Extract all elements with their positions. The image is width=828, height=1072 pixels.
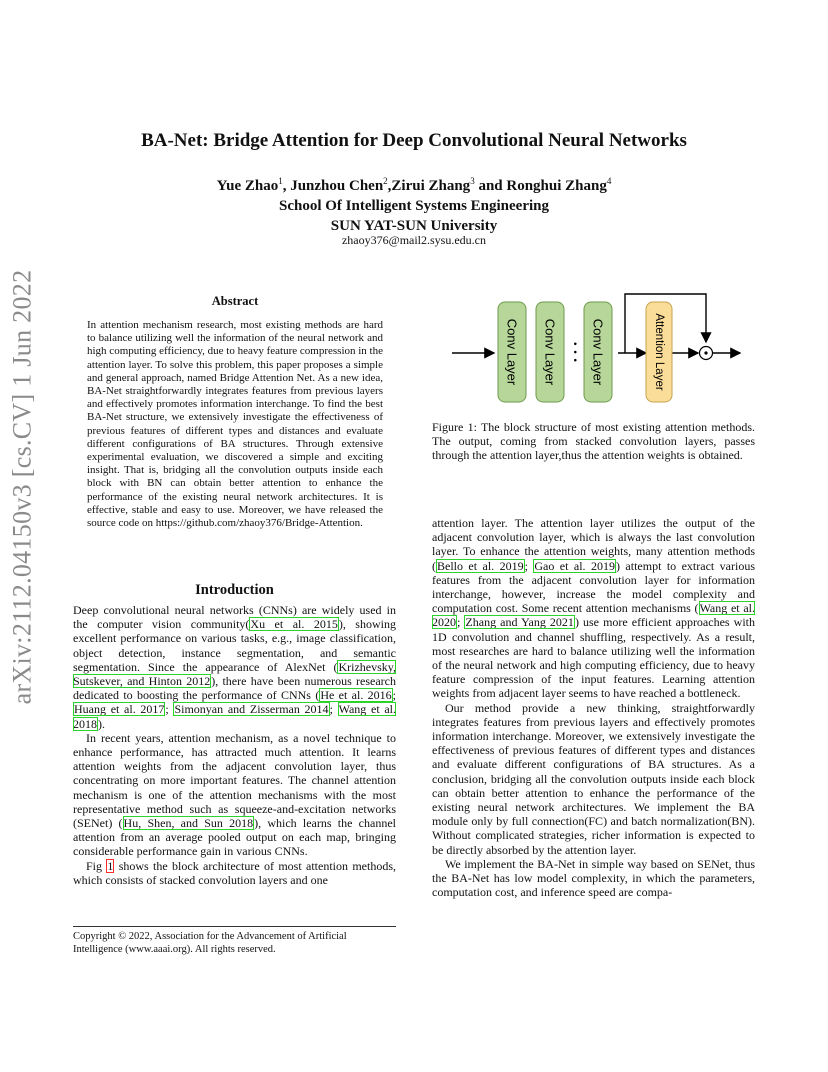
right-paragraph-2: Our method provide a new thinking, straightforwardly integrates features from previous layers and effectively promotes information interchange. Moreover, we extensively investigate the effectiveness of previous features of different types and distances and evaluate different configurations of BA structures. As a conclusion, bridging all the convolution outputs inside each block can obtain better attention to enhance the performance of the existing neural network architectures. We implement the BA module only by full connection(FC) and batch normalization(BN). Without complicated strategies, richer information is expected to be directly absorbed by the attention layer. <box>432 700 755 857</box>
arxiv-identifier-text: arXiv:2112.04150v3 [cs.CV] 1 Jun 2022 <box>7 269 36 705</box>
figure-1-caption: Figure 1: The block structure of most existing attention methods. The output, coming from stacked convolution layers, passes through the attention layer,thus the attention weights is obtained. <box>432 420 755 463</box>
citation-link[interactable]: Xu et al. 2015 <box>250 617 338 632</box>
right-paragraph-3: We implement the BA-Net in simple way based on SENet, thus the BA-Net has low model complexity, in which the parameters, computation cost, and inference speed are compa- <box>432 856 755 900</box>
introduction-heading: Introduction <box>195 582 274 598</box>
citation-link[interactable]: Bello et al. 2019 <box>437 558 524 573</box>
text-run: ). <box>98 716 105 731</box>
citation-link[interactable]: Hu, Shen, and Sun 2018 <box>123 816 254 831</box>
text-run: ) attempt to extract various features from the adjacent convolution layer for information interchange, however, increase the model complexity and computation cost. Some recent attention mechanisms ( <box>432 558 755 616</box>
text-run: In recent years, attention mechanism, as a novel technique to enhance performance, has attracted much attention. It learns attention weights from the adjacent convolution layer, thus concentrating on more important features. The channel attention mechanism is one of the attention mechanisms with the most representative method such as squeeze-and-excitation networks (SENet) ( <box>73 730 396 831</box>
conv-layer-label-1: Conv Layer <box>504 318 520 386</box>
text-run: ; <box>457 615 465 630</box>
university-affiliation: SUN YAT-SUN University <box>330 218 498 234</box>
intro-paragraph-1 <box>73 603 396 731</box>
text-run: Fig <box>86 858 107 873</box>
citation-link[interactable]: He et al. 2016 <box>320 688 392 703</box>
text-run: ; <box>329 702 338 717</box>
citation-link[interactable]: Wang et al. 2018 <box>73 702 397 731</box>
text-run: ), which learns the channel attention from an average pooled output on each map, bringing considerable performance gain in various CNNs. <box>73 816 396 859</box>
text-run: ), showing excellent performance on various tasks, e.g., image classification, object detection, instance segmentation, and semantic segmentation. Since the appearance of AlexNet ( <box>73 617 396 674</box>
author-1: Yue Zhao <box>216 178 279 194</box>
citation-link[interactable]: Wang et al. 2020 <box>432 601 756 630</box>
abstract-text: In attention mechanism research, most existing methods are hard to balance utilizing well the information of the neural network and high computing efficiency, due to heavy feature compression in the attention layer. To solve this problem, this paper proposes a simple and general approach, named Bridge Attention Net. As a new idea, BA-Net straightforwardly integrates features from previous layers and effectively promotes information interchange. To find the best BA-Net structure, we extensively investigate the effectiveness of previous features of different types and distances and evaluate different configurations of BA structures. Through extensive experimental evaluation, we discovered a simple and exciting insight. That is, bridging all the convolution outputs inside each block with BN can obtain better attention to enhance the performance of the existing neural network architectures. It is effective, stable and easy to use. Moreover, we have released the source code on https://github.com/zhaoy376/Bridge-Attention. <box>87 319 383 530</box>
affiliation-mark-3: 3 <box>470 176 475 186</box>
figure-reference-link[interactable]: 1 <box>107 858 114 873</box>
author-4: Ronghui Zhang <box>506 178 607 194</box>
citation-link[interactable]: Zhang and Yang 2021 <box>465 615 574 630</box>
abstract-heading: Abstract <box>211 294 259 308</box>
text-run: ; <box>524 558 534 573</box>
citation-link[interactable]: Huang et al. 2017 <box>74 702 165 717</box>
text-run: shows the block architecture of most attention methods, which consists of stacked convolution layers and one <box>73 858 397 887</box>
citation-link[interactable]: Krizhevsky, Sutskever, and Hinton 2012 <box>73 659 396 689</box>
author-list <box>60 171 768 196</box>
author-3: Zirui Zhang <box>391 178 471 194</box>
author-separator: , <box>282 178 291 194</box>
school-affiliation: School Of Intelligent Systems Engineering <box>278 198 549 214</box>
citation-link[interactable]: Gao et al. 2019 <box>534 558 615 573</box>
attention-layer-label: Attention Layer <box>653 313 665 391</box>
text-run: ), there have been numerous research dedicated to boosting the performance of CNNs ( <box>73 674 397 703</box>
affiliation-mark-1: 1 <box>278 176 283 186</box>
text-run: ; <box>165 702 174 717</box>
citation-link[interactable]: Simonyan and Zisserman 2014 <box>174 702 329 717</box>
text-run: Deep convolutional neural networks (CNNs) are widely used in the computer vision community( <box>73 603 396 632</box>
intro-paragraph-2 <box>73 731 396 859</box>
ellipsis-dots: • • • <box>569 341 579 363</box>
elementwise-product-dot <box>704 351 707 354</box>
conv-layer-label-2: Conv Layer <box>542 318 558 386</box>
arxiv-identifier <box>0 269 44 705</box>
affiliation-mark-2: 2 <box>383 176 388 186</box>
conv-layer-label-3: Conv Layer <box>590 318 606 386</box>
contact-email: zhaoy376@mail2.sysu.edu.cn <box>341 233 487 247</box>
text-run: ; <box>392 688 397 703</box>
left-column-body <box>73 603 396 887</box>
author-separator: , <box>387 178 392 194</box>
affiliation-mark-4: 4 <box>606 176 612 186</box>
right-paragraph-1 <box>432 516 755 701</box>
paper-title: BA-Net: Bridge Attention for Deep Convolutional Neural Networks <box>141 130 687 151</box>
author-separator: and <box>474 178 507 194</box>
figure-1-diagram <box>440 290 760 410</box>
intro-paragraph-3 <box>73 859 396 887</box>
author-2: Junzhou Chen <box>290 178 384 194</box>
author-block <box>60 171 768 236</box>
text-run: attention layer. The attention layer utilizes the output of the adjacent convolution layer, which is always the last convolution layer. To enhance the attention weights, many attention methods ( <box>432 516 755 573</box>
copyright-notice: Copyright © 2022, Association for the Advancement of Artificial Intelligence (www.aaai.org). All rights reserved. <box>73 926 396 956</box>
right-column-body <box>432 516 755 899</box>
text-run: ) use more efficient approaches with 1D convolution and channel shuffling, respectively. As a result, most researches are hard to balance utilizing well the information of the neural network and high computing efficiency, due to heavy feature compression of the input features. Learning attention weights from adjacent layer seems to have reached a bottleneck. <box>432 615 755 701</box>
